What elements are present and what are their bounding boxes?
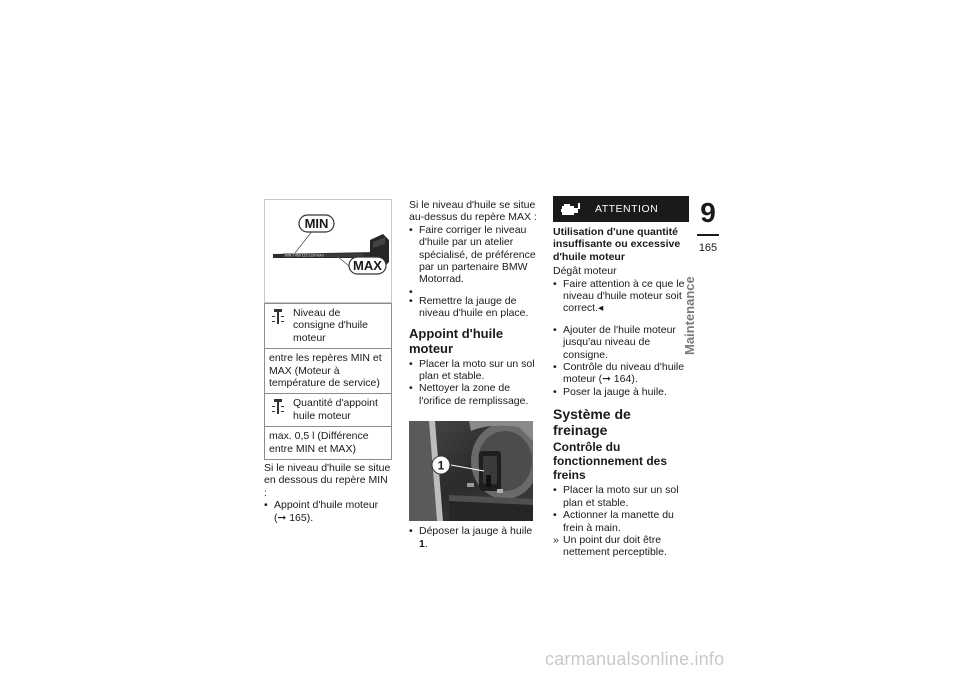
list-item: • Remettre la jauge de niveau d'huile en place. bbox=[409, 295, 539, 320]
section-heading-brakes: Système de freinage bbox=[553, 406, 631, 439]
warning-label: ATTENTION bbox=[595, 202, 659, 215]
warning-subtitle: Dégât moteur bbox=[553, 265, 617, 278]
high-oil-list bbox=[409, 224, 539, 320]
list-item: • Faire corriger le niveau d'huile par un atelier spécialisé, de préférence par un partenaire BMW Motorrad. bbox=[409, 224, 539, 286]
warning-title: Utilisation d'une quantité insuffisante ou excessive d'huile moteur bbox=[553, 226, 681, 263]
list-item: • Appoint d'huile moteur (➞ 165). bbox=[264, 499, 392, 524]
chapter-title-text: Maintenance bbox=[682, 276, 697, 355]
oil-level-icon bbox=[271, 308, 285, 326]
dipstick-illustration bbox=[265, 200, 391, 302]
page-number: 165 bbox=[698, 242, 718, 254]
chapter-divider bbox=[697, 234, 719, 236]
watermark: carmanualsonline.info bbox=[545, 649, 725, 669]
list-item: • Nettoyer la zone de l'orifice de remplissage. bbox=[409, 382, 539, 407]
dipstick-figure bbox=[264, 199, 392, 303]
spec-1-value: entre les repères MIN et MAX (Moteur à température de service) bbox=[265, 348, 391, 393]
spec-1-header bbox=[265, 303, 391, 348]
list-item: • Ajouter de l'huile moteur jusqu'au niveau de consigne. bbox=[553, 324, 689, 361]
chapter-number: 9 bbox=[700, 197, 716, 228]
list-item: • Placer la moto sur un sol plan et stable. bbox=[553, 484, 689, 509]
low-oil-paragraph: Si le niveau d'huile se situe en dessous du repère MIN : bbox=[264, 462, 391, 499]
spec-2-value: max. 0,5 l (Différence entre MIN et MAX) bbox=[265, 426, 391, 459]
brake-check-list bbox=[553, 484, 689, 558]
spec-2-title: Quantité d'appoint huile moteur bbox=[293, 397, 378, 422]
list-item: • Poser la jauge à huile. bbox=[553, 386, 689, 398]
engine-warning-icon bbox=[561, 201, 581, 217]
min-label: MIN bbox=[304, 216, 329, 231]
spec-table bbox=[264, 303, 392, 460]
list-item: • Actionner la manette du frein à main. bbox=[553, 509, 689, 534]
callout-1: 1 bbox=[437, 458, 445, 473]
list-item: • Placer la moto sur un sol plan et stable. bbox=[409, 358, 539, 383]
result-item: » Un point dur doit être nettement perceptible. bbox=[553, 534, 689, 559]
column-1 bbox=[264, 199, 392, 524]
dipstick-engraving: MIN 1 469 122 2130 MAX bbox=[285, 253, 325, 258]
list-item: • Déposer la jauge à huile 1. bbox=[409, 525, 539, 550]
section-heading-oil-topup: Appoint d'huile moteur bbox=[409, 325, 504, 356]
topup-list bbox=[409, 358, 539, 408]
filler-cap-photo bbox=[409, 421, 533, 521]
engine-photo bbox=[409, 421, 533, 521]
column-2 bbox=[409, 199, 539, 550]
oil-quantity-icon bbox=[271, 398, 285, 416]
spec-2-header bbox=[265, 393, 391, 426]
oil-fill-list bbox=[553, 324, 689, 398]
high-oil-paragraph: Si le niveau d'huile se situe au-dessus du repère MAX : bbox=[409, 199, 537, 224]
subsection-heading-brake-check: Contrôle du fonctionnement des freins bbox=[553, 440, 668, 483]
low-oil-list bbox=[264, 499, 392, 524]
list-item: • Contrôle du niveau d'huile moteur (➞ 164). bbox=[553, 361, 689, 386]
column-3 bbox=[553, 196, 689, 559]
chapter-title bbox=[682, 275, 720, 355]
list-item: • Faire attention à ce que le niveau d'huile moteur soit correct.◂ bbox=[553, 278, 689, 315]
max-label: MAX bbox=[353, 258, 382, 273]
remove-dipstick-list bbox=[409, 525, 539, 550]
warning-banner bbox=[553, 196, 689, 222]
spec-1-title: Niveau de consigne d'huile moteur bbox=[293, 307, 368, 344]
warning-list bbox=[553, 278, 689, 315]
